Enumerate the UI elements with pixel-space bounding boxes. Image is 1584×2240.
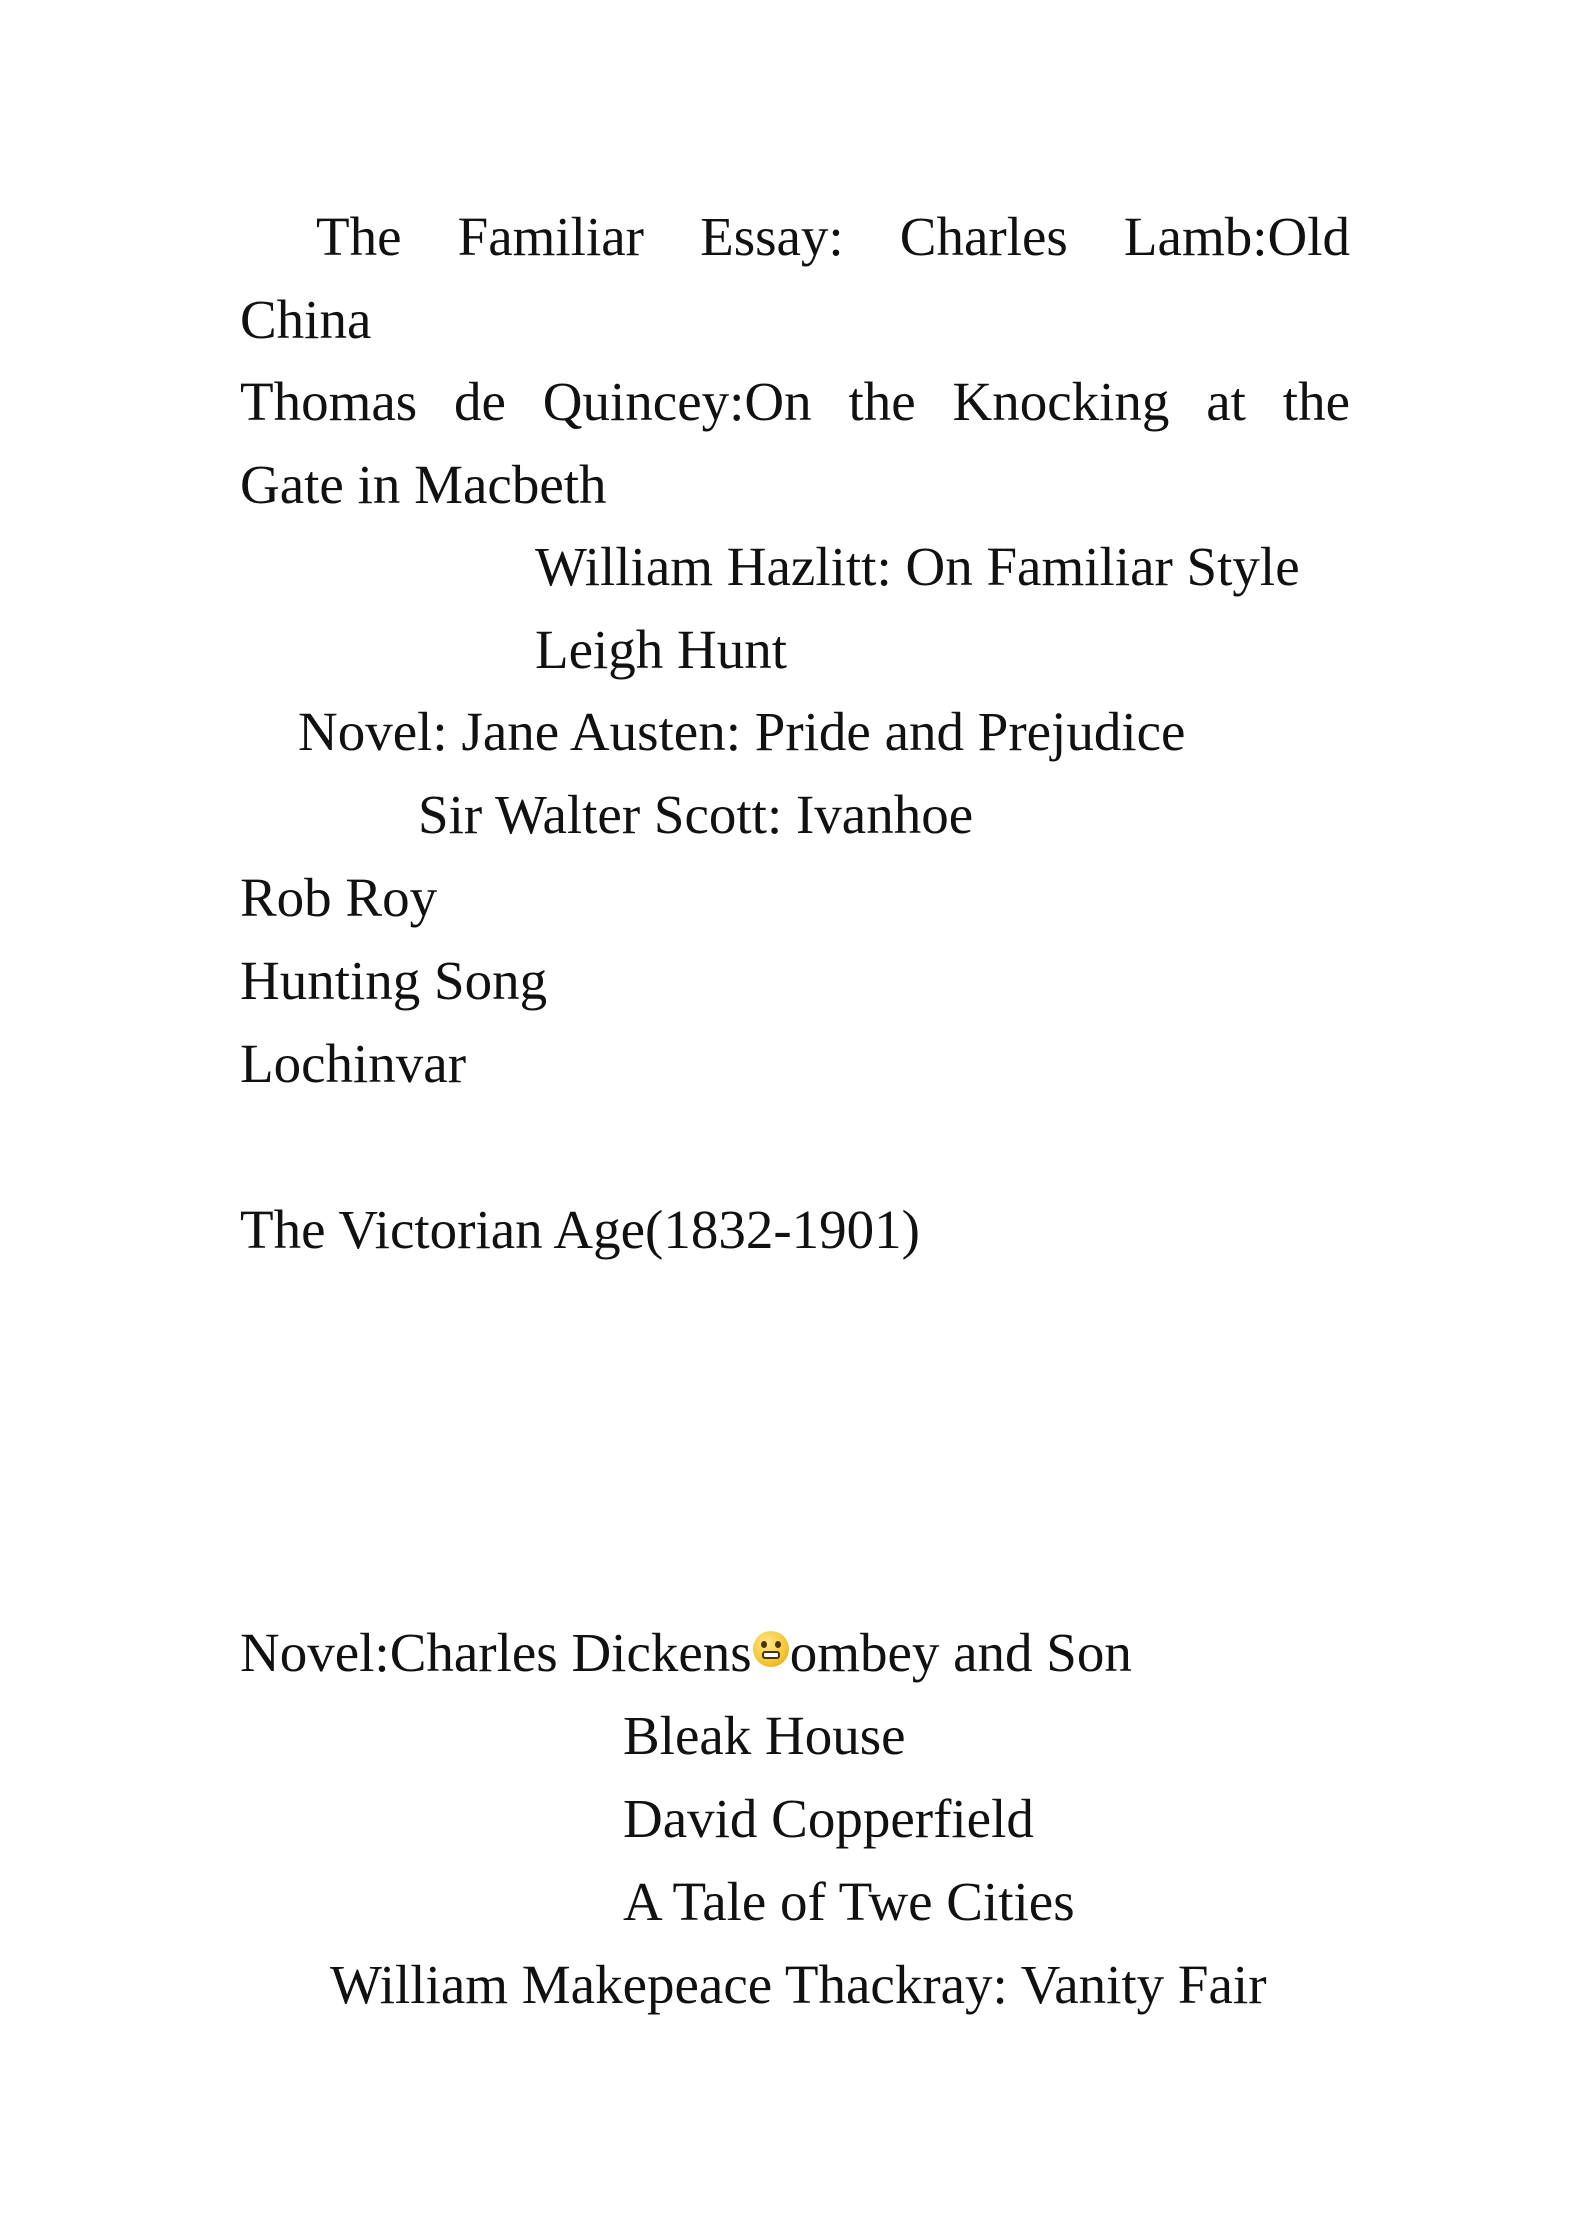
text-line: Lochinvar [240, 1033, 467, 1094]
text-line: Rob Roy [240, 867, 438, 928]
novel-heading-line: Novel: Jane Austen: Pride and Prejudice [298, 701, 1186, 762]
text-line: Sir Walter Scott: Ivanhoe [418, 784, 974, 845]
text-line: A Tale of Twe Cities [623, 1871, 1075, 1932]
text-line: Gate in Macbeth [240, 454, 607, 515]
text-line: Hunting Song [240, 950, 548, 1011]
text-line: William Makepeace Thackray: Vanity Fair [330, 1954, 1267, 2015]
text-segment: Novel:Charles Dickens [240, 1622, 752, 1683]
dickens-line [240, 1618, 1132, 1688]
text-line: David Copperfield [623, 1788, 1034, 1849]
text-line: Bleak House [623, 1705, 906, 1766]
text-segment: ombey and Son [789, 1622, 1132, 1683]
text-line: Leigh Hunt [535, 619, 788, 680]
text-line: Thomas de Quincey:On the Knocking at the [240, 371, 1350, 432]
grinning-face-icon [753, 1631, 789, 1667]
text-line: China [240, 289, 372, 350]
victorian-age-heading: The Victorian Age(1832-1901) [240, 1199, 920, 1260]
familiar-essay-heading-line: The Familiar Essay: Charles Lamb:Old [316, 206, 1350, 267]
text-line: William Hazlitt: On Familiar Style [535, 536, 1300, 597]
